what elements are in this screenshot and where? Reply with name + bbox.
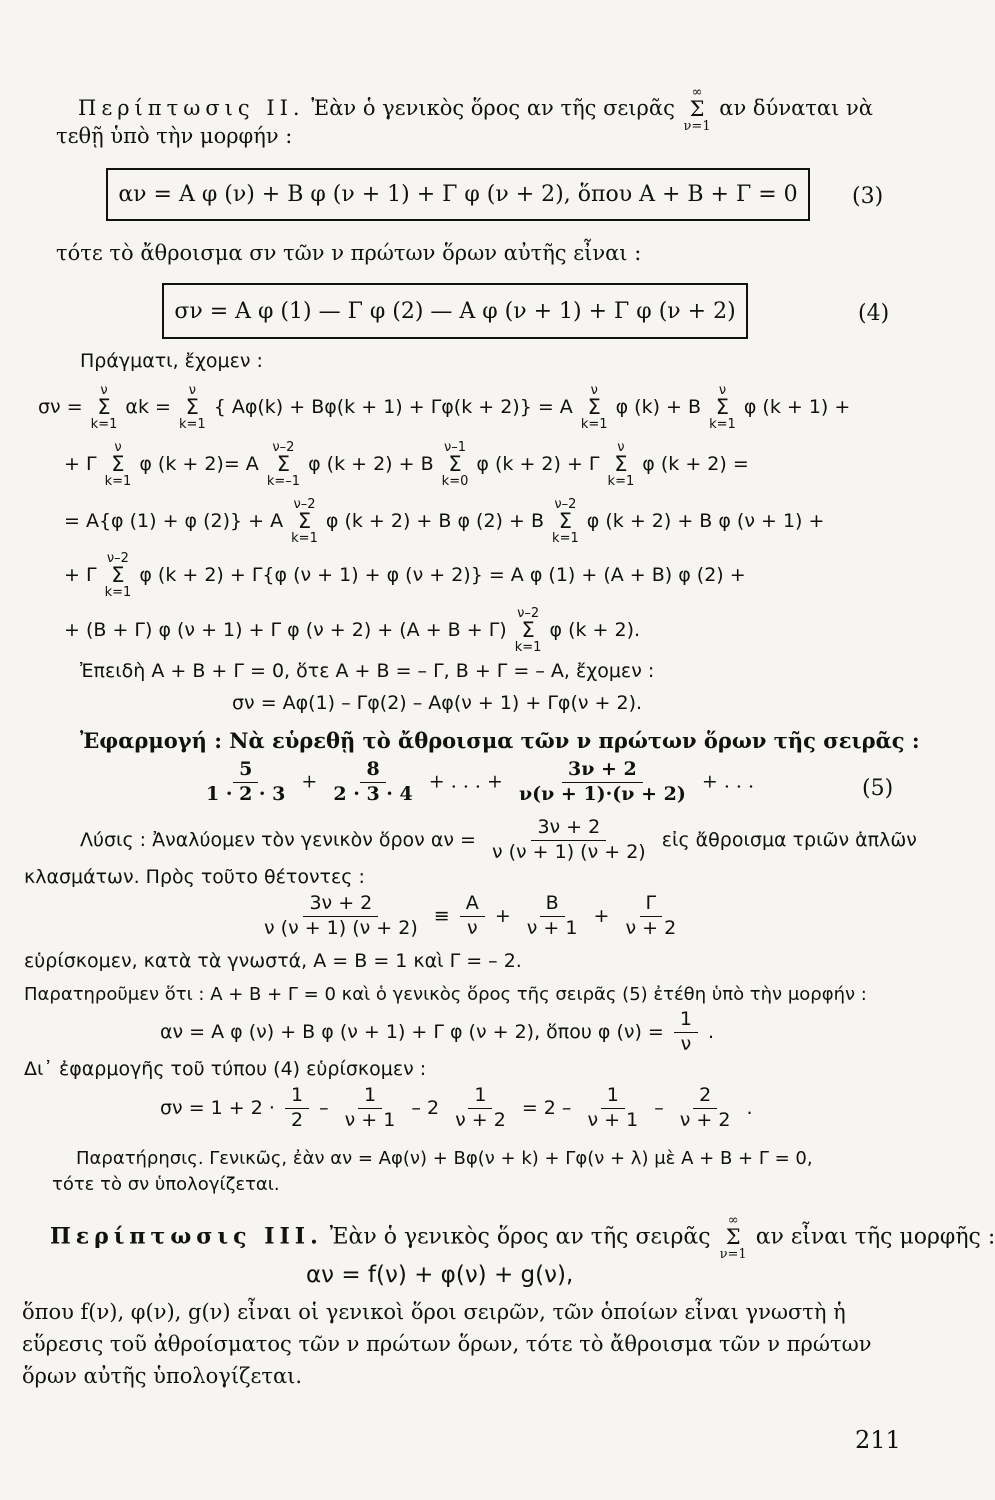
solution-via: Δι᾽ ἐφαρμογῆς τοῦ τύπου (4) εὑρίσκομεν :	[24, 1058, 427, 1080]
proof-line-1: σν = ν Σ k=1 αk = ν Σ k=1 { Aφ(k) + Bφ(k + 1) + Γφ(k + 2)} = A ν Σ k=1 φ (k) + B ν Σ k=1 φ (k + 1) +	[38, 383, 851, 432]
sum-symbol: ν–2 Σ k=1	[552, 497, 579, 546]
sum-symbol: ν Σ k=1	[90, 383, 118, 432]
solution-observe: Παρατηροῦμεν ὅτι : A + B + Γ = 0 καὶ ὁ γενικὸς ὅρος τῆς σειρᾶς (5) ἐτέθη ὑπὸ τὴν μορφήν :	[24, 984, 867, 1005]
solution-line-1: Λύσις : Ἀναλύομεν τὸν γενικὸν ὅρον αν = $\frac{3\nu + 2}{\nu (\nu + 1) (\nu + 2)}$ εἰς ἄθροισμα τριῶν ἁπλῶν	[80, 816, 917, 863]
case3-line-2: ὅπου f(ν), φ(ν), g(ν) εἶναι οἱ γενικοὶ ὅροι σειρῶν, τῶν ὁποίων εἶναι γνωστὴ ἡ	[22, 1300, 846, 1324]
proof-line-3: = A{φ (1) + φ (2)} + A ν–2 Σ k=1 φ (k + 2) + B φ (2) + B ν–2 Σ k=1 φ (k + 2) + B φ (ν + 1) +	[64, 497, 825, 546]
case3-intro: Ἐὰν ὁ γενικὸς ὅρος αν τῆς σειρᾶς	[329, 1224, 711, 1250]
case2-heading: Περίπτωσις II.	[78, 96, 305, 120]
sum-symbol: ν Σ k=1	[607, 440, 635, 489]
proof-since: Ἐπειδὴ A + B + Γ = 0, ὅτε A + B = – Γ, B + Γ = – A, ἔχομεν :	[80, 660, 655, 682]
sum-symbol: ν Σ k=1	[178, 383, 206, 432]
then-line: τότε τὸ ἄθροισμα σν τῶν ν πρώτων ὅρων αὐτῆς εἶναι :	[56, 241, 642, 265]
term-general: $\frac{3\nu + 2}{\nu(\nu + 1)\cdot(\nu + 2)}$	[518, 758, 686, 805]
case3-formula: αν = f(ν) + φ(ν) + g(ν),	[306, 1262, 574, 1288]
case3-heading: Περίπτωσις III.	[50, 1223, 323, 1250]
case3-intro-rest: αν εἶναι τῆς μορφῆς :	[755, 1224, 995, 1250]
proof-line-2: + Γ ν Σ k=1 φ (k + 2)= A ν–2 Σ k=–1 φ (k + 2) + B ν–1 Σ k=0 φ (k + 2) + Γ ν Σ k=1 φ (k + 2) =	[64, 440, 749, 489]
case3-line-4: ὅρων αὐτῆς ὑπολογίζεται.	[22, 1364, 303, 1388]
case3-line-3: εὕρεσις τοῦ ἀθροίσματος τῶν ν πρώτων ὅρων, τότε τὸ ἄθροισμα τῶν ν πρώτων	[22, 1332, 872, 1356]
sum-symbol: ν Σ k=1	[580, 383, 608, 432]
sum-symbol: ν–2 Σ k=–1	[266, 440, 301, 489]
formula-4: σν = A φ (1) — Γ φ (2) — A φ (ν + 1) + Γ φ (ν + 2)	[174, 298, 736, 324]
solution-line-2: κλασμάτων. Πρὸς τοῦτο θέτοντες :	[24, 866, 365, 888]
proof-intro: Πράγματι, ἔχομεν :	[80, 350, 263, 372]
case2-sum-symbol: ∞ Σ ν=1	[683, 85, 711, 134]
remark-line-1: Παρατήρησις. Γενικῶς, ἐὰν αν = Aφ(ν) + Bφ(ν + k) + Γφ(ν + λ) μὲ A + B + Γ = 0,	[76, 1148, 813, 1169]
proof-line-4: + Γ ν–2 Σ k=1 φ (k + 2) + Γ{φ (ν + 1) + φ (ν + 2)} = A φ (1) + (A + B) φ (2) +	[64, 551, 746, 600]
term-1: $\frac{5}{1 \cdot 2 \cdot 3}$	[206, 758, 286, 805]
solution-found: εὑρίσκομεν, κατὰ τὰ γνωστά, A = B = 1 καὶ Γ = – 2.	[24, 950, 522, 972]
solution-form: αν = A φ (ν) + B φ (ν + 1) + Γ φ (ν + 2), ὅπου φ (ν) = $\frac{1}{\nu}$ .	[160, 1008, 715, 1055]
formula-3: αν = A φ (ν) + B φ (ν + 1) + Γ φ (ν + 2), ὅπου A + B + Γ = 0	[118, 182, 798, 207]
proof-result: σν = Aφ(1) – Γφ(2) – Aφ(ν + 1) + Γφ(ν + 2).	[232, 692, 643, 714]
sum-symbol: ν–1 Σ k=0	[441, 440, 469, 489]
remark-line-2: τότε τὸ σν ὑπολογίζεται.	[52, 1174, 280, 1195]
application-title: Ἐφαρμογή : Νὰ εὑρεθῇ τὸ ἄθροισμα τῶν ν πρώτων ὅρων τῆς σειρᾶς :	[80, 728, 920, 753]
sum-symbol: ν Σ k=1	[709, 383, 736, 432]
partial-fractions: $\frac{3\nu + 2}{\nu (\nu + 1) (\nu + 2)}$ ≡ $\frac{A}{\nu}$ + $\frac{B}{\nu + 1}$ + $\frac{\Gamma}{\nu + 2}$	[264, 892, 677, 939]
formula-3-number: (3)	[852, 184, 884, 209]
proof-line-5: + (B + Γ) φ (ν + 1) + Γ φ (ν + 2) + (A + B + Γ) ν–2 Σ k=1 φ (k + 2).	[64, 606, 641, 655]
case2-intro-rest: αν δύναται νὰ	[719, 96, 873, 120]
case3-sum-symbol: ∞ Σ ν=1	[719, 1213, 747, 1262]
case3-line1	[50, 1213, 995, 1262]
term-2: $\frac{8}{2 \cdot 3 \cdot 4}$	[333, 758, 413, 805]
sum-symbol: ν Σ k=1	[104, 440, 132, 489]
formula-5-number: (5)	[862, 776, 894, 801]
case2-line2: τεθῇ ὑπὸ τὴν μορφήν :	[56, 124, 293, 148]
case2-intro: Ἐὰν ὁ γενικὸς ὅρος αν τῆς σειρᾶς	[311, 96, 675, 120]
application-series: $\frac{5}{1 \cdot 2 \cdot 3}$ + $\frac{8}{2 \cdot 3 \cdot 4}$ + . . . + $\frac{3\nu + 2}{\nu(\nu + 1)\cdot(\nu + 2)}$ + . . .	[196, 760, 932, 805]
sum-symbol: ν–2 Σ k=1	[104, 551, 132, 600]
formula-4-box	[162, 283, 748, 339]
formula-3-box	[106, 168, 810, 221]
sigma-result: σν = 1 + 2 · $\frac{1}{2}$ – $\frac{1}{\nu + 1}$ – 2 $\frac{1}{\nu + 2}$ = 2 – $\frac{1}{\nu + 1}$ – $\frac{2}{\nu + 2}$ .	[160, 1084, 753, 1131]
page-number: 211	[855, 1426, 901, 1454]
sum-symbol: ν–2 Σ k=1	[291, 497, 318, 546]
general-term-fraction: $\frac{3\nu + 2}{\nu (\nu + 1) (\nu + 2)}$	[491, 816, 646, 863]
sum-symbol: ν–2 Σ k=1	[514, 606, 542, 655]
formula-4-number: (4)	[858, 301, 890, 326]
